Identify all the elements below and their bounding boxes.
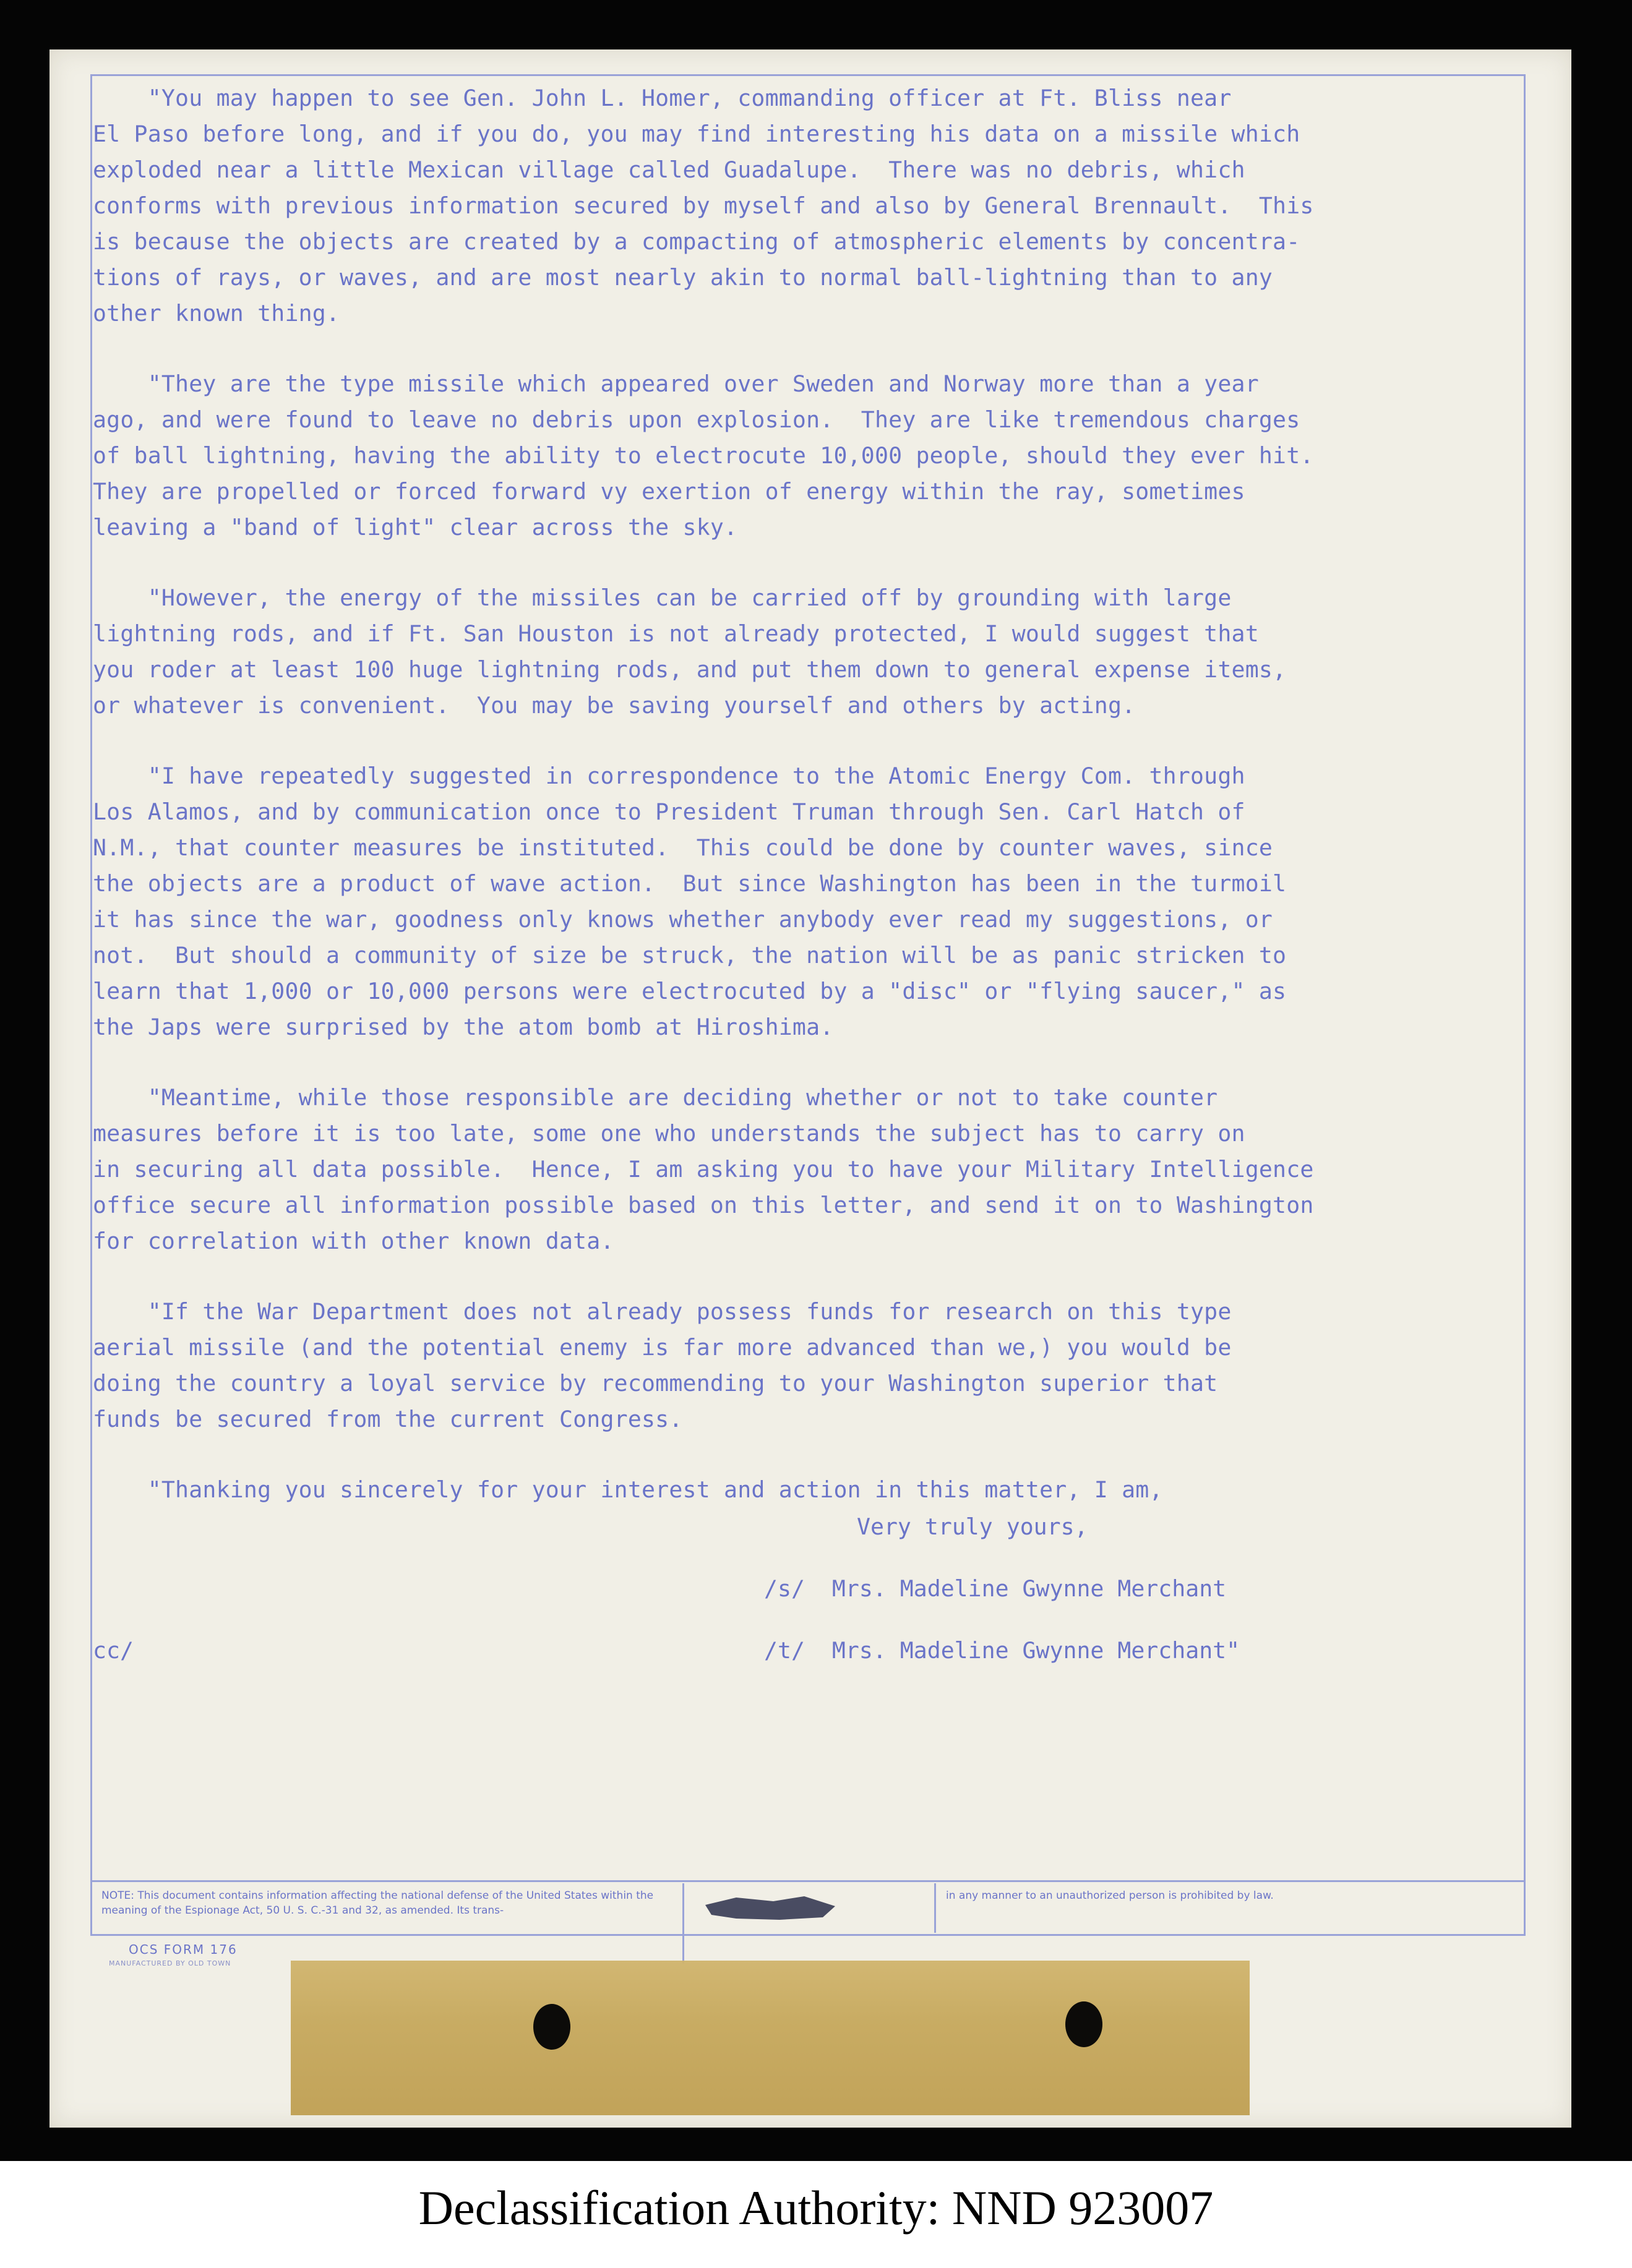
letter-line: other known thing. — [93, 300, 340, 327]
letter-line: in securing all data possible. Hence, I am asking you to have your Military Intelligence — [93, 1156, 1314, 1183]
letter-paragraph — [93, 1080, 1522, 1259]
letter-line: "Meantime, while those responsible are deciding whether or not to take counter — [93, 1084, 1218, 1111]
letter-line: Los Alamos, and by communication once to President Truman through Sen. Carl Hatch of — [93, 798, 1245, 825]
letter-line: tions of rays, or waves, and are most nearly akin to normal ball-lightning than to any — [93, 264, 1273, 291]
letter-paragraph — [93, 80, 1522, 332]
letter-paragraph — [93, 1472, 1522, 1508]
letter-paragraph — [93, 580, 1522, 724]
letter-line: exploded near a little Mexican village called Guadalupe. There was no debris, which — [93, 156, 1245, 183]
letter-line: you roder at least 100 huge lightning rods, and put them down to general expense items, — [93, 656, 1287, 683]
signed-row — [764, 1571, 1226, 1607]
letter-line: conforms with previous information secured by myself and also by General Brennault. This — [93, 192, 1314, 219]
letter-body — [93, 80, 1522, 1543]
letter-line: "If the War Department does not already possess funds for research on this type — [93, 1298, 1232, 1325]
letter-line: "I have repeatedly suggested in correspondence to the Atomic Energy Com. through — [93, 763, 1245, 789]
signed-name: Mrs. Madeline Gwynne Merchant — [831, 1575, 1227, 1602]
letter-line: ago, and were found to leave no debris upon explosion. They are like tremendous charges — [93, 406, 1300, 433]
typed-row — [764, 1633, 1240, 1669]
letter-line: of ball lightning, having the ability to electrocute 10,000 people, should they ever hit. — [93, 442, 1314, 469]
letter-line: El Paso before long, and if you do, you may find interesting his data on a missile which — [93, 121, 1300, 147]
punch-hole-right — [1065, 2001, 1102, 2047]
letter-line: office secure all information possible based on this letter, and send it on to Washington — [93, 1192, 1314, 1218]
letter-line: "Thanking you sincerely for your interest and action in this matter, I am, — [93, 1476, 1163, 1503]
letter-line: not. But should a community of size be struck, the nation will be as panic stricken to — [93, 942, 1287, 969]
security-notice-right: in any manner to an unauthorized person is prohibited by law. — [934, 1883, 1522, 1933]
letter-line: "They are the type missile which appeared over Sweden and Norway more than a year — [93, 370, 1259, 397]
letter-paragraph — [93, 758, 1522, 1045]
letter-line: or whatever is convenient. You may be saving yourself and others by acting. — [93, 692, 1136, 719]
punch-hole-left — [533, 2004, 570, 2050]
letter-paragraph — [93, 366, 1522, 546]
letter-line: lightning rods, and if Ft. San Houston is not already protected, I would suggest that — [93, 620, 1259, 647]
letter-line: the Japs were surprised by the atom bomb at Hiroshima. — [93, 1014, 834, 1040]
letter-line: doing the country a loyal service by recommending to your Washington superior that — [93, 1370, 1218, 1397]
letter-line: leaving a "band of light" clear across the sky. — [93, 514, 738, 541]
letter-line: "You may happen to see Gen. John L. Homer, commanding officer at Ft. Bliss near — [93, 85, 1232, 111]
form-number: OCS FORM 176 — [129, 1942, 238, 1957]
manufacturer-label: MANUFACTURED BY OLD TOWN — [109, 1959, 231, 1967]
typed-marker: /t/ — [764, 1637, 805, 1664]
letter-line: measures before it is too late, some one who understands the subject has to carry on — [93, 1120, 1245, 1147]
closing-line: Very truly yours, — [857, 1513, 1088, 1540]
letter-line: They are propelled or forced forward vy exertion of energy within the ray, sometimes — [93, 478, 1245, 505]
letter-line: funds be secured from the current Congress. — [93, 1406, 683, 1432]
letter-line: "However, the energy of the missiles can be carried off by grounding with large — [93, 584, 1232, 611]
typed-name: Mrs. Madeline Gwynne Merchant" — [831, 1637, 1240, 1664]
declassification-caption: Declassification Authority: NND 923007 — [418, 2181, 1214, 2235]
letter-line: it has since the war, goodness only knows whether anybody ever read my suggestions, or — [93, 906, 1273, 933]
masking-tape — [291, 1961, 1250, 2115]
security-notice-left: NOTE: This document contains information affecting the national defense of the United States within the meaning of the Espionage Act, 50 U. S. C.-31 and 32, as amended. Its trans- — [90, 1883, 684, 1964]
letter-line: is because the objects are created by a compacting of atmospheric elements by concentra- — [93, 228, 1300, 255]
ink-smudge — [699, 1893, 841, 1924]
letter-paragraph — [93, 1294, 1522, 1437]
letter-line: aerial missile (and the potential enemy is far more advanced than we,) you would be — [93, 1334, 1232, 1361]
cc-label: cc/ — [93, 1637, 134, 1664]
letter-line: N.M., that counter measures be instituted. This could be done by counter waves, since — [93, 834, 1273, 861]
letter-line: learn that 1,000 or 10,000 persons were electrocuted by a "disc" or "flying saucer," as — [93, 978, 1287, 1004]
signed-marker: /s/ — [764, 1575, 805, 1602]
letter-line: for correlation with other known data. — [93, 1228, 614, 1254]
letter-line: the objects are a product of wave action. But since Washington has been in the turmoil — [93, 870, 1287, 897]
